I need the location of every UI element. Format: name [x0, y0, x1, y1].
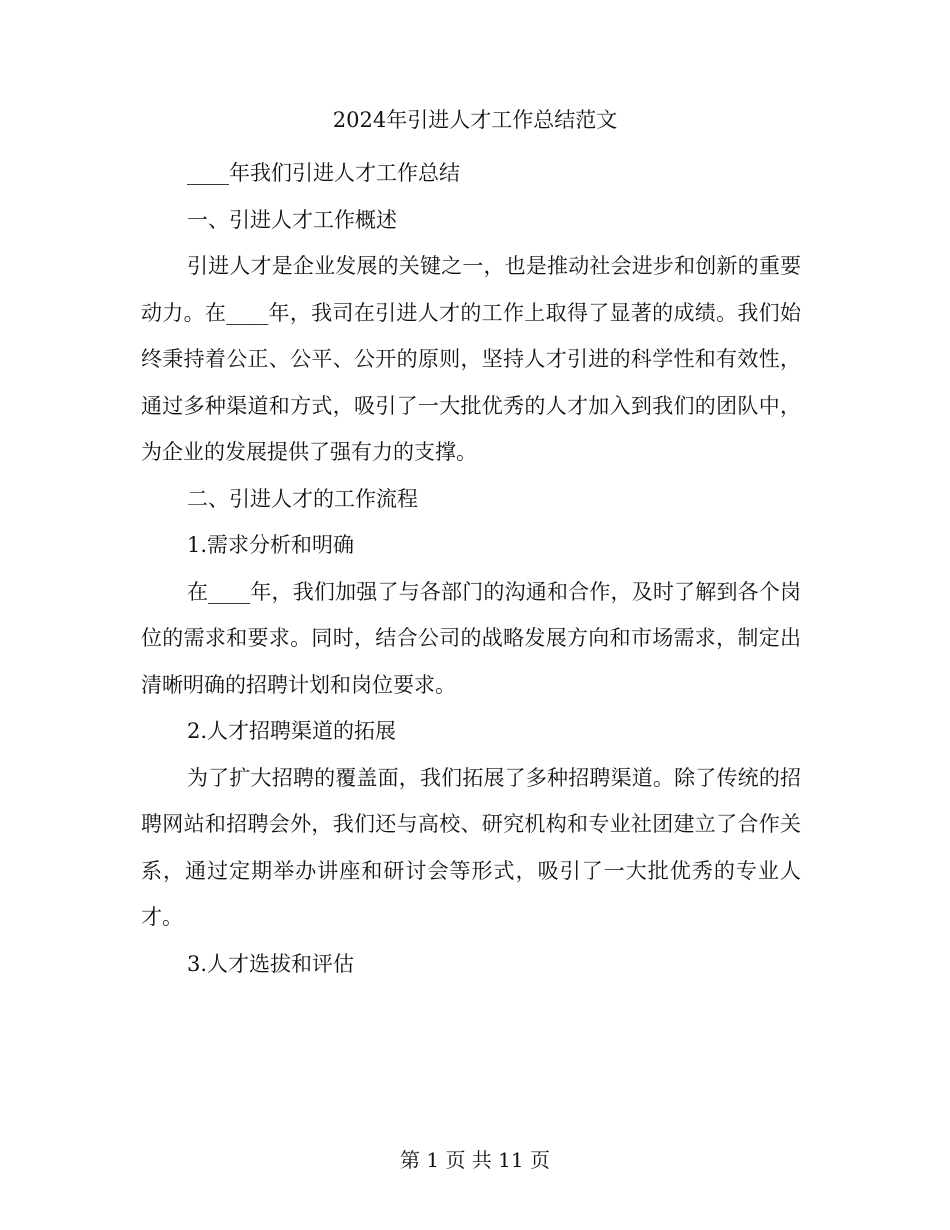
body-paragraph: 引进人才是企业发展的关键之一，也是推动社会进步和创新的重要动力。在____年，我司在引进人才的工作上取得了显著的成绩。我们始终秉持着公正、公平、公开的原则，坚持人才引进的科学性和有效性，通过多种渠道和方式，吸引了一大批优秀的人才加入到我们的团队中，为企业的发展提供了强有力的支撑。 [141, 254, 801, 464]
body-paragraph: 在____年，我们加强了与各部门的沟通和合作，及时了解到各个岗位的需求和要求。同时，结合公司的战略发展方向和市场需求，制定出清晰明确的招聘计划和岗位要求。 [141, 579, 801, 697]
document-title: 2024年引进人才工作总结范文 [332, 108, 618, 132]
subheading-1: 1.需求分析和明确 [187, 533, 355, 557]
document-body [141, 150, 801, 987]
section-heading-1: 一、引进人才工作概述 [187, 207, 397, 232]
body-paragraph: 为了扩大招聘的覆盖面，我们拓展了多种招聘渠道。除了传统的招聘网站和招聘会外，我们还与高校、研究机构和专业社团建立了合作关系，通过定期举办讲座和研讨会等形式，吸引了一大批优秀的专业人才。 [141, 765, 801, 929]
subheading-2: 2.人才招聘渠道的拓展 [187, 719, 397, 743]
intro-line: ____年我们引进人才工作总结 [187, 161, 460, 185]
page-number-footer: 第 1 页 共 11 页 [400, 1148, 550, 1172]
section-heading-2: 二、引进人才的工作流程 [187, 486, 418, 511]
subheading-3: 3.人才选拔和评估 [187, 951, 355, 976]
